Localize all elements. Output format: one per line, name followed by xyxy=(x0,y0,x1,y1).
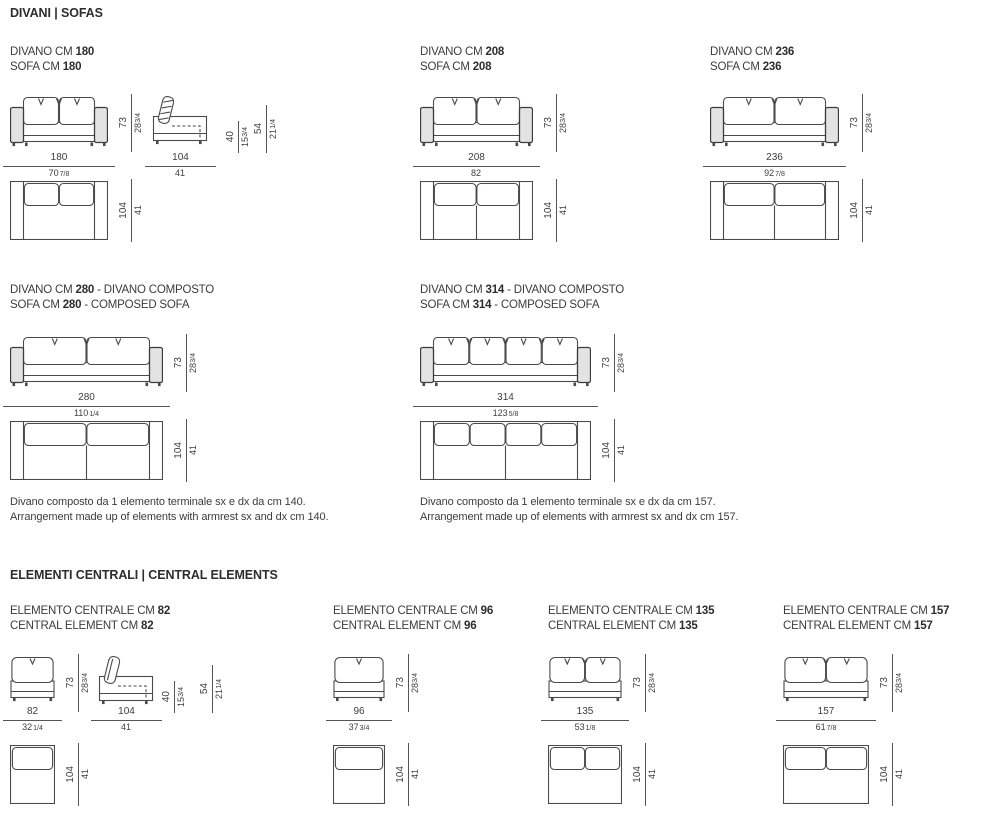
height-dimension xyxy=(850,94,874,152)
dimension-line xyxy=(131,94,132,152)
dimension-line xyxy=(186,419,187,482)
title-line-italian: DIVANO CM 236 xyxy=(710,46,795,58)
side-view-drawing xyxy=(98,655,155,708)
title-line-english: SOFA CM 208 xyxy=(420,60,492,73)
dimension-inch-value: 3/4 15 xyxy=(240,127,250,147)
dimension-inch-value: 707/8 xyxy=(48,167,70,178)
section-heading: DIVANI | SOFAS xyxy=(10,6,103,20)
dimension-cm-value: 104 xyxy=(543,202,554,219)
back-height-dimension xyxy=(200,665,224,713)
dimension-line xyxy=(3,406,170,407)
composition-note xyxy=(10,495,410,525)
seat-height-dimension xyxy=(226,121,250,153)
width-dimension xyxy=(703,153,846,178)
title-line-english: SOFA CM 280 - COMPOSED SOFA xyxy=(10,298,190,311)
dimension-cm-value: 104 xyxy=(173,442,184,459)
dimension-line xyxy=(703,166,846,167)
dimension-cm-value: 40 xyxy=(225,131,236,143)
height-dimension xyxy=(66,654,90,712)
dimension-inch-value: 3/4 28 xyxy=(133,113,143,133)
front-view-drawing xyxy=(10,655,55,703)
title-line-english: SOFA CM 180 xyxy=(10,60,82,73)
spec-item-elem-82 xyxy=(10,604,224,783)
dimension-line xyxy=(614,419,615,482)
dimension-inch-value: 41 xyxy=(894,769,904,780)
spec-item-sofa-236 xyxy=(710,45,874,219)
dimension-cm-value: 104 xyxy=(118,706,135,717)
dimension-inch-value: 3/4 28 xyxy=(410,673,420,693)
dimension-cm-value: 54 xyxy=(199,683,210,695)
front-view-drawing xyxy=(333,655,385,703)
height-dimension xyxy=(119,94,143,152)
dimension-inch-value: 41 xyxy=(558,205,568,216)
dimension-inch-value: 3/4 28 xyxy=(616,353,626,373)
dimension-inch-value: 41 xyxy=(864,205,874,216)
depth-dimension xyxy=(174,419,198,482)
dimension-inch-value: 927/8 xyxy=(764,167,785,178)
top-view-drawing xyxy=(10,181,108,240)
width-dimension xyxy=(776,707,876,732)
height-dimension xyxy=(602,334,626,392)
width-dimension xyxy=(413,393,598,418)
dimension-line xyxy=(413,406,598,407)
dimension-line xyxy=(556,179,557,242)
dimension-inch-value: 3/4 28 xyxy=(894,673,904,693)
spec-item-sofa-180 xyxy=(10,45,278,219)
dimension-line xyxy=(3,720,62,721)
width-dimension xyxy=(3,393,170,418)
dimension-inch-value: 321/4 xyxy=(22,721,43,732)
front-view-drawing xyxy=(548,655,622,703)
dimension-cm-value: 180 xyxy=(50,152,68,163)
dimension-line xyxy=(174,681,175,713)
dimension-cm-value: 73 xyxy=(632,677,643,689)
title-line-italian: ELEMENTO CENTRALE CM 96 xyxy=(333,605,494,617)
front-view-drawing xyxy=(420,335,591,388)
dimension-line xyxy=(326,720,392,721)
title-line-english: SOFA CM 236 xyxy=(710,60,782,73)
dimension-inch-value: 41 xyxy=(647,769,657,780)
dimension-cm-value: 73 xyxy=(173,357,184,369)
front-view-drawing xyxy=(420,95,533,148)
top-view-drawing xyxy=(420,421,591,480)
front-view-drawing xyxy=(10,95,108,148)
composition-note xyxy=(420,495,820,525)
dimension-cm-value: 104 xyxy=(632,766,643,783)
dimension-line xyxy=(266,105,267,153)
title-line-english: CENTRAL ELEMENT CM 157 xyxy=(783,619,933,632)
dimension-cm-value: 236 xyxy=(766,152,783,163)
dimension-inch-value: 41 xyxy=(188,445,198,456)
dimension-cm-value: 314 xyxy=(497,392,514,403)
title-line-italian: ELEMENTO CENTRALE CM 135 xyxy=(548,605,715,617)
dimension-cm-value: 96 xyxy=(353,706,365,717)
section-heading: ELEMENTI CENTRALI | CENTRAL ELEMENTS xyxy=(10,568,278,582)
top-view-drawing xyxy=(420,181,533,240)
width-dimension xyxy=(541,707,629,732)
depth-dimension xyxy=(66,743,90,806)
dimension-cm-value: 73 xyxy=(65,677,76,689)
dimension-line xyxy=(78,743,79,806)
width-dimension xyxy=(3,707,62,732)
depth-dimension xyxy=(602,419,626,482)
note-english: Arrangement made up of elements with armrest sx and dx cm 140. xyxy=(10,511,329,523)
dimension-line xyxy=(614,334,615,392)
note-english: Arrangement made up of elements with armrest sx and dx cm 157. xyxy=(420,511,739,523)
dimension-line xyxy=(186,334,187,392)
height-dimension xyxy=(880,654,904,712)
dimension-cm-value: 104 xyxy=(849,202,860,219)
dimension-cm-value: 73 xyxy=(395,677,406,689)
title-line-english: CENTRAL ELEMENT CM 82 xyxy=(10,619,154,632)
dimension-cm-value: 104 xyxy=(879,766,890,783)
front-view-drawing xyxy=(10,335,163,388)
width-dimension xyxy=(3,153,115,178)
dimension-cm-value: 73 xyxy=(879,677,890,689)
spec-item-sofa-208 xyxy=(420,45,568,219)
dimension-cm-value: 40 xyxy=(161,691,172,703)
title-line-english: CENTRAL ELEMENT CM 96 xyxy=(333,619,477,632)
top-view-drawing xyxy=(10,421,163,480)
dimension-line xyxy=(413,166,540,167)
dimension-cm-value: 73 xyxy=(601,357,612,369)
width-dimension xyxy=(326,707,392,732)
spec-item-sofa-280 xyxy=(10,283,329,523)
dimension-cm-value: 208 xyxy=(468,152,485,163)
dimension-inch-value: 1235/8 xyxy=(492,407,519,418)
dimension-inch-value: 1/4 21 xyxy=(214,679,224,699)
dimension-line xyxy=(408,654,409,712)
dimension-inch-value: 3/4 15 xyxy=(176,687,186,707)
spec-item-elem-96 xyxy=(333,604,494,783)
dimension-line xyxy=(776,720,876,721)
dimension-inch-value: 3/4 28 xyxy=(558,113,568,133)
title-line-italian: DIVANO CM 180 xyxy=(10,46,95,58)
dimension-line xyxy=(556,94,557,152)
dimension-inch-value: 3/4 28 xyxy=(647,673,657,693)
dimension-inch-value: 373/4 xyxy=(348,721,370,732)
height-dimension xyxy=(544,94,568,152)
note-italian: Divano composto da 1 elemento terminale sx e dx da cm 157. xyxy=(420,496,716,508)
seat-height-dimension xyxy=(162,681,186,713)
depth-dimension xyxy=(880,743,904,806)
dimension-line xyxy=(862,179,863,242)
dimension-inch-value: 531/8 xyxy=(574,721,596,732)
dimension-cm-value: 73 xyxy=(118,117,129,129)
front-view-drawing xyxy=(710,95,839,148)
dimension-cm-value: 104 xyxy=(172,152,189,163)
dimension-cm-value: 104 xyxy=(118,202,129,219)
dimension-line xyxy=(212,665,213,713)
dimension-line xyxy=(862,94,863,152)
width-dimension xyxy=(413,153,540,178)
dimension-line xyxy=(892,654,893,712)
side-view-drawing xyxy=(152,95,209,148)
top-view-drawing xyxy=(710,181,839,240)
dimension-inch-value: 41 xyxy=(410,769,420,780)
title-line-english: SOFA CM 314 - COMPOSED SOFA xyxy=(420,298,600,311)
dimension-cm-value: 280 xyxy=(78,392,95,403)
title-line-italian: DIVANO CM 314 - DIVANO COMPOSTO xyxy=(420,284,625,296)
dimension-line xyxy=(645,654,646,712)
dimension-cm-value: 73 xyxy=(849,117,860,129)
dimension-inch-value: 82 xyxy=(470,167,481,178)
dimension-inch-value: 1101/4 xyxy=(73,407,100,418)
title-line-italian: ELEMENTO CENTRALE CM 82 xyxy=(10,605,171,617)
depth-dimension xyxy=(633,743,657,806)
dimension-cm-value: 73 xyxy=(543,117,554,129)
title-line-italian: DIVANO CM 208 xyxy=(420,46,505,58)
dimension-inch-value: 41 xyxy=(80,769,90,780)
title-line-english: CENTRAL ELEMENT CM 135 xyxy=(548,619,698,632)
front-view-drawing xyxy=(783,655,869,703)
dimension-cm-value: 54 xyxy=(253,123,264,135)
dimension-line xyxy=(408,743,409,806)
title-line-italian: ELEMENTO CENTRALE CM 157 xyxy=(783,605,950,617)
top-view-drawing xyxy=(548,745,622,804)
dimension-line xyxy=(238,121,239,153)
dimension-inch-value: 3/4 28 xyxy=(188,353,198,373)
dimension-inch-value: 3/4 28 xyxy=(864,113,874,133)
dimension-line xyxy=(145,166,216,167)
dimension-inch-value: 41 xyxy=(616,445,626,456)
top-view-drawing xyxy=(10,745,55,804)
dimension-inch-value: 617/8 xyxy=(815,721,837,732)
spec-item-elem-135 xyxy=(548,604,715,783)
spec-item-sofa-314 xyxy=(420,283,739,523)
height-dimension xyxy=(396,654,420,712)
dimension-line xyxy=(892,743,893,806)
title-line-italian: DIVANO CM 280 - DIVANO COMPOSTO xyxy=(10,284,215,296)
side-depth-dimension xyxy=(91,707,162,732)
dimension-cm-value: 104 xyxy=(601,442,612,459)
dimension-line xyxy=(645,743,646,806)
dimension-line xyxy=(78,654,79,712)
height-dimension xyxy=(174,334,198,392)
depth-dimension xyxy=(396,743,420,806)
side-depth-dimension xyxy=(145,153,216,178)
spec-item-elem-157 xyxy=(783,604,950,783)
top-view-drawing xyxy=(333,745,385,804)
height-dimension xyxy=(633,654,657,712)
dimension-line xyxy=(91,720,162,721)
dimension-inch-value: 3/4 28 xyxy=(80,673,90,693)
dimension-cm-value: 157 xyxy=(817,706,835,717)
depth-dimension xyxy=(544,179,568,242)
dimension-line xyxy=(3,166,115,167)
dimension-line xyxy=(541,720,629,721)
dimension-cm-value: 82 xyxy=(26,706,39,717)
top-view-drawing xyxy=(783,745,869,804)
back-height-dimension xyxy=(254,105,278,153)
dimension-cm-value: 135 xyxy=(576,706,594,717)
dimension-inch-value: 41 xyxy=(133,205,143,216)
dimension-inch-value: 41 xyxy=(120,721,131,732)
depth-dimension xyxy=(119,179,143,242)
depth-dimension xyxy=(850,179,874,242)
dimension-line xyxy=(131,179,132,242)
dimension-cm-value: 104 xyxy=(395,766,406,783)
dimension-cm-value: 104 xyxy=(65,766,76,783)
dimension-inch-value: 41 xyxy=(174,167,185,178)
note-italian: Divano composto da 1 elemento terminale sx e dx da cm 140. xyxy=(10,496,306,508)
dimension-inch-value: 1/4 21 xyxy=(268,119,278,139)
